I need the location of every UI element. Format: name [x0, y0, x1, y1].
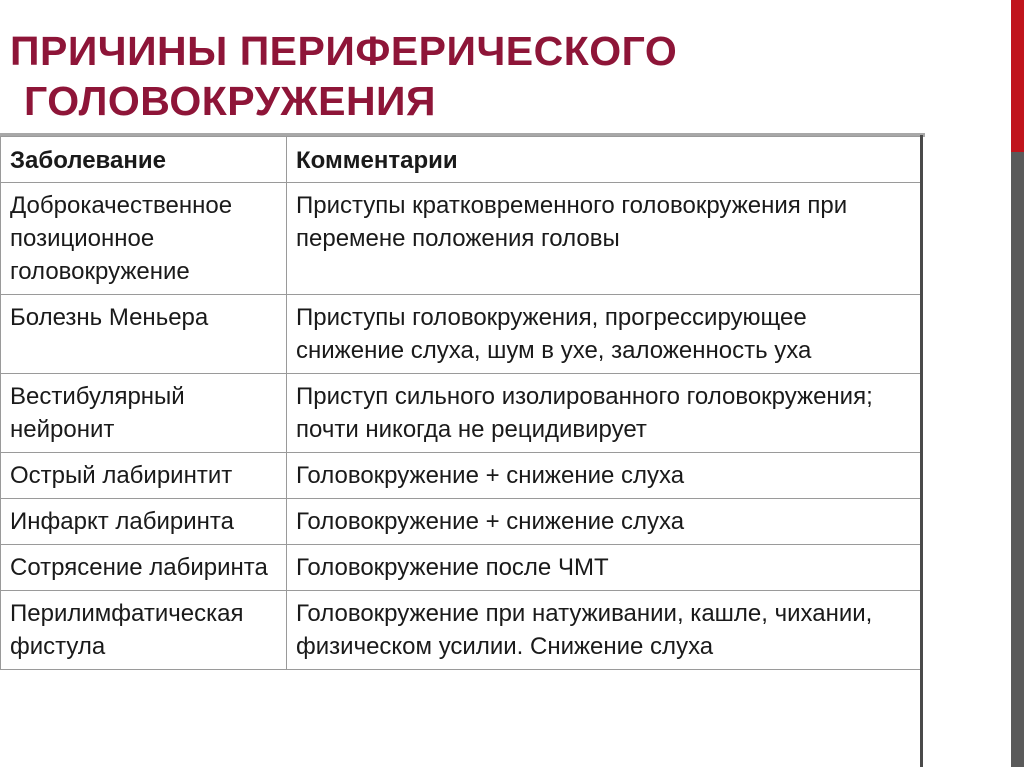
table-row: [1, 295, 923, 374]
accent-bar-red: [1011, 0, 1024, 152]
cell-comment: Головокружение + снижение слуха: [287, 453, 923, 499]
cell-disease: Сотрясение лабиринта: [1, 545, 287, 591]
accent-bar-gray: [1011, 152, 1024, 767]
cell-comment: Головокружение после ЧМТ: [287, 545, 923, 591]
table-row: [1, 591, 923, 670]
table-right-edge: [920, 135, 923, 767]
slide-title-line1: ПРИЧИНЫ ПЕРИФЕРИЧЕСКОГО: [10, 28, 678, 74]
cell-comment: Приступ сильного изолированного головокружения; почти никогда не рецидивирует: [287, 374, 923, 453]
cell-comment: Приступы кратковременного головокружения при перемене положения головы: [287, 183, 923, 295]
cell-disease: Вестибулярный нейронит: [1, 374, 287, 453]
slide-title: [10, 26, 910, 126]
cell-disease: Перилимфатическая фистула: [1, 591, 287, 670]
cell-comment: Головокружение при натуживании, кашле, чихании, физическом усилии. Снижение слуха: [287, 591, 923, 670]
header-disease: Заболевание: [1, 137, 287, 183]
cell-disease: Инфаркт лабиринта: [1, 499, 287, 545]
cell-comment: Приступы головокружения, прогрессирующее снижение слуха, шум в ухе, заложенность уха: [287, 295, 923, 374]
table-row: [1, 499, 923, 545]
causes-table-container: [0, 133, 925, 767]
slide-title-line2: ГОЛОВОКРУЖЕНИЯ: [24, 78, 436, 124]
table-row: [1, 183, 923, 295]
cell-disease: Болезнь Меньера: [1, 295, 287, 374]
table-row: [1, 374, 923, 453]
header-comments: Комментарии: [287, 137, 923, 183]
table-row: [1, 545, 923, 591]
cell-disease: Доброкачественное позиционное головокружение: [1, 183, 287, 295]
table-header-row: [1, 137, 923, 183]
cell-comment: Головокружение + снижение слуха: [287, 499, 923, 545]
causes-table: [0, 136, 923, 670]
cell-disease: Острый лабиринтит: [1, 453, 287, 499]
table-row: [1, 453, 923, 499]
